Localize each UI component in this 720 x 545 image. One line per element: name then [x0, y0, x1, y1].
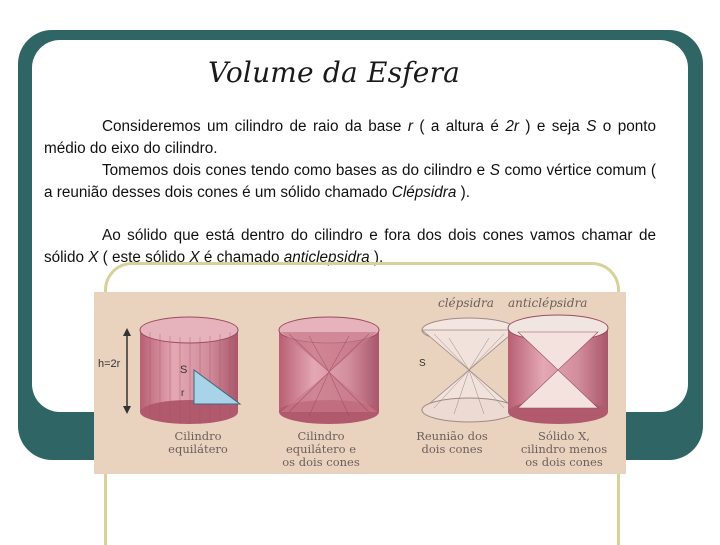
p2-term-clepsidra: Clépsidra: [391, 183, 457, 201]
caption-cylinder: Cilindro equilátero: [168, 429, 228, 456]
p2-text-d: ).: [456, 183, 471, 201]
p1-text-a: Consideremos um cilindro de raio da base: [102, 118, 408, 135]
height-label: h=2r: [98, 358, 121, 370]
clepsidra-heading: clépsidra: [438, 296, 494, 310]
p1-text-d: o ponto médio do eixo do cilindro.: [44, 118, 656, 157]
p3-text-b: ( este sólido: [98, 248, 190, 266]
cylinder-1: [140, 317, 238, 424]
p3-text-a: Ao sólido que está dentro do cilindro e fora dos dois cones vamos chamar de sólido: [44, 227, 656, 266]
caption-solid-x: Sólido X, cilindro menos os dois cones: [520, 429, 608, 469]
paragraph-1: [44, 116, 656, 159]
cylinder-2: [279, 317, 379, 424]
p3-var-x: X: [88, 248, 99, 266]
anticlepsidra-solid: [508, 315, 608, 424]
p3-var-x2: X: [189, 248, 200, 266]
paragraph-2: [44, 160, 656, 203]
p1-var-h: 2r: [505, 118, 519, 135]
height-arrow-top: [123, 328, 131, 336]
p1-var-s: S: [586, 118, 597, 135]
cylinder-figure: [94, 292, 626, 474]
p3-text-c: é chamado: [199, 248, 284, 266]
p1-text-b: ( a altura é: [412, 118, 506, 135]
p3-term-anticlepsidra: anticlepsidra: [283, 248, 370, 266]
caption-cylinder-cones: Cilindro equilátero e os dois cones: [282, 429, 360, 469]
caption-union-cones: Reunião dos dois cones: [416, 429, 488, 456]
s-label-clepsidra: S: [419, 358, 426, 369]
r-label: r: [181, 388, 185, 399]
s-label: S: [180, 364, 188, 376]
height-arrow-bottom: [123, 406, 131, 414]
p2-text-a: Tomemos dois cones tendo como bases as do cilindro e: [102, 162, 490, 179]
clepsidra-solid: [422, 318, 516, 422]
p1-text-c: ) e seja: [518, 118, 587, 135]
p3-text-e: ).: [369, 248, 384, 266]
anticlepsidra-heading: anticlépsidra: [508, 296, 588, 310]
p1-var-r: r: [407, 118, 413, 135]
slide-title: Volume da Esfera: [208, 56, 461, 89]
p2-text-b: como vértice comum ( a reunião desses dois cones é um sólido chamado: [44, 162, 657, 201]
p2-var-s: S: [489, 162, 500, 179]
